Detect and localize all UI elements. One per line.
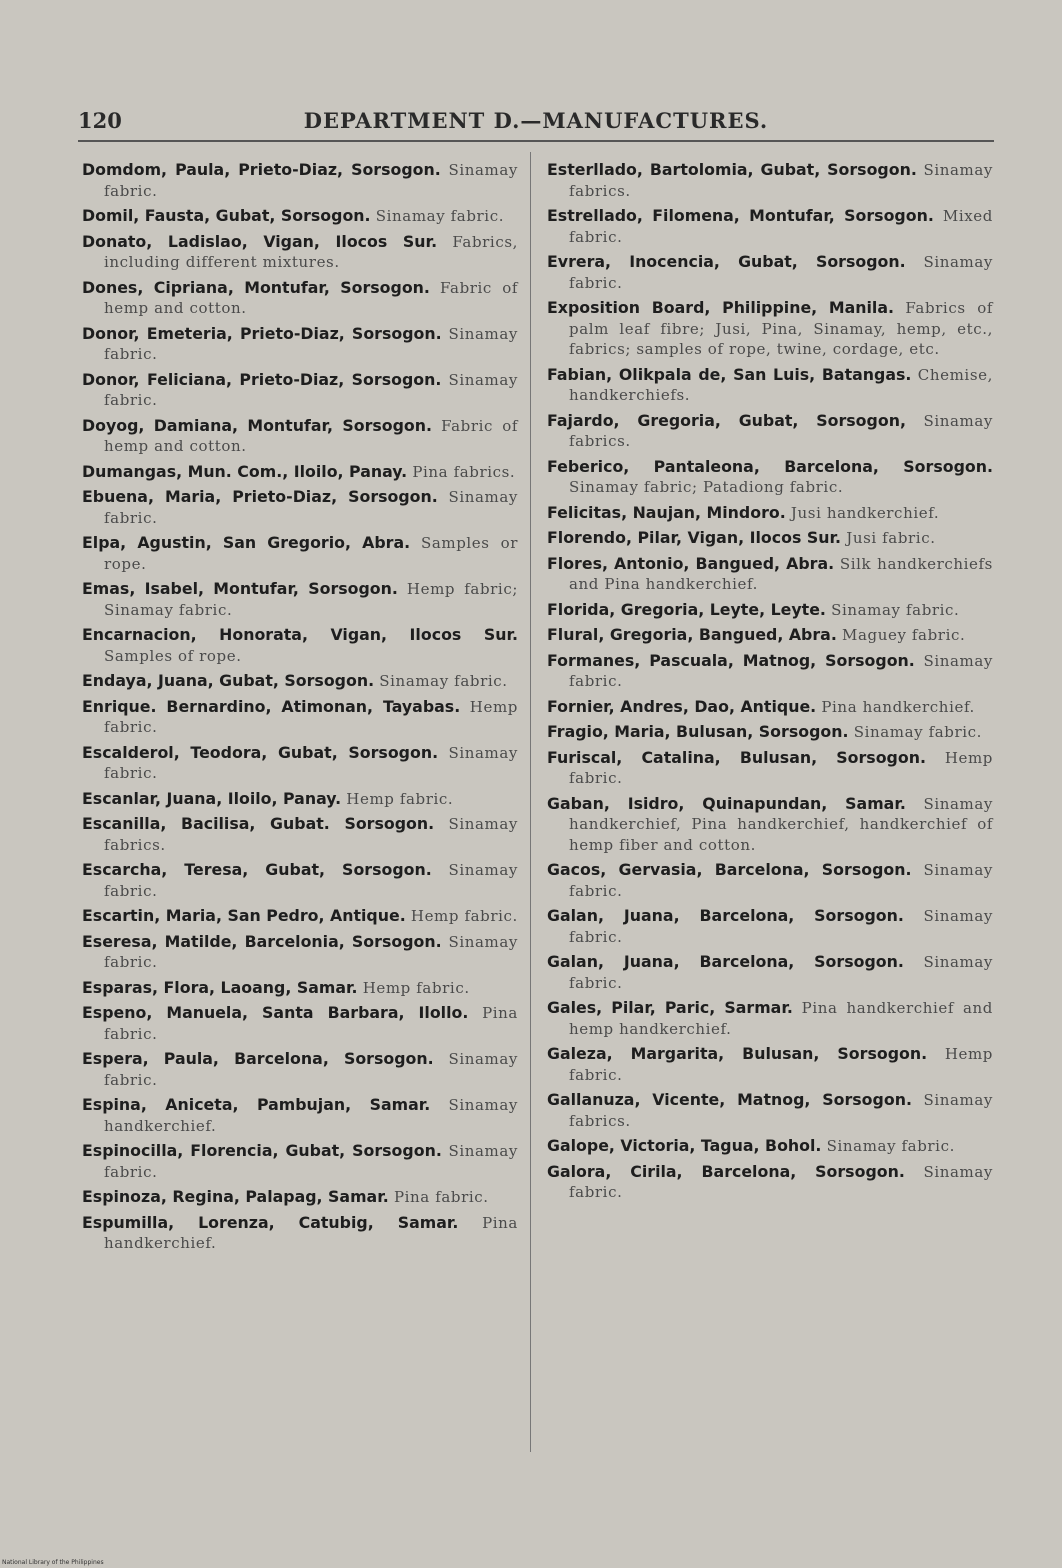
entry-name: Enrique. Bernardino, Atimonan, Tayabas. [82, 696, 461, 716]
list-entry [82, 160, 518, 201]
entry-description: Sinamay fabric. [104, 1142, 518, 1181]
entry-description: Pina handkerchief. [821, 697, 975, 716]
entry-description: Sinamay fabric. [569, 651, 993, 690]
entry-description: Sinamay fabric. [104, 370, 518, 409]
entry-description: Sinamay fabric. [569, 1162, 993, 1201]
list-entry [82, 932, 518, 973]
entry-description: Samples of rope. [104, 646, 242, 665]
entry-name: Eseresa, Matilde, Barcelonia, Sorsogon. [82, 931, 442, 951]
entry-name: Donor, Feliciana, Prieto-Diaz, Sorsogon. [82, 369, 442, 389]
entry-description: Pina fabric. [393, 1188, 489, 1206]
entry-description: Sinamay fabric. [104, 743, 518, 782]
entry-description: Jusi handkerchief. [790, 503, 940, 522]
list-entry [547, 1044, 993, 1085]
entry-name: Fornier, Andres, Dao, Antique. [547, 696, 817, 716]
entry-description: Sinamay fabric. [379, 672, 508, 690]
entry-description: Pina handkerchief. [104, 1213, 518, 1252]
entry-description: Sinamay fabrics. [569, 1091, 993, 1130]
list-entry [547, 206, 993, 247]
entry-name: Espinoza, Regina, Palapag, Samar. [82, 1187, 389, 1206]
list-entry [82, 324, 518, 365]
entry-description: Chemise, handkerchiefs. [569, 365, 993, 404]
entry-name: Galora, Cirila, Barcelona, Sorsogon. [547, 1161, 905, 1181]
list-entry [82, 1187, 518, 1208]
entry-description: Silk handkerchiefs and Pina handkerchief. [569, 554, 993, 593]
entry-description: Fabrics, including different mixtures. [104, 232, 518, 271]
entry-name: Donato, Ladislao, Vigan, Ilocos Sur. [82, 231, 438, 251]
entry-description: Samples or rope. [104, 534, 518, 573]
list-entry [547, 1136, 993, 1157]
entry-name: Feberico, Pantaleona, Barcelona, Sorsogon. [547, 456, 993, 476]
entry-name: Dumangas, Mun. Com., Iloilo, Panay. [82, 461, 408, 481]
entry-name: Esterllado, Bartolomia, Gubat, Sorsogon. [547, 160, 917, 179]
entry-name: Galan, Juana, Barcelona, Sorsogon. [547, 952, 904, 971]
entry-name: Evrera, Inocencia, Gubat, Sorsogon. [547, 252, 906, 271]
list-entry [547, 503, 993, 524]
entry-description: Hemp fabric; Sinamay fabric. [104, 580, 518, 619]
list-entry [547, 160, 993, 201]
list-entry [547, 722, 993, 743]
entry-description: Sinamay handkerchief, Pina handkerchief, handkerchief of hemp fiber and cotton. [569, 794, 993, 854]
entry-name: Espinocilla, Florencia, Gubat, Sorsogon. [82, 1141, 442, 1160]
entry-name: Domil, Fausta, Gubat, Sorsogon. [82, 206, 371, 225]
entry-description: Sinamay fabric. [569, 907, 993, 946]
entry-name: Domdom, Paula, Prieto-Diaz, Sorsogon. [82, 160, 441, 179]
entry-description: Sinamay fabric. [569, 253, 993, 292]
list-entry [82, 206, 518, 227]
entry-name: Elpa, Agustin, San Gregorio, Abra. [82, 533, 411, 552]
list-entry [547, 625, 993, 646]
list-entry [547, 1090, 993, 1131]
entry-name: Formanes, Pascuala, Matnog, Sorsogon. [547, 650, 915, 670]
entry-name: Espumilla, Lorenza, Catubig, Samar. [82, 1212, 459, 1232]
entry-description: Sinamay fabrics. [104, 815, 518, 854]
entry-name: Galope, Victoria, Tagua, Bohol. [547, 1136, 822, 1155]
page-number: 120 [78, 108, 122, 133]
list-entry [547, 906, 993, 947]
column-divider [530, 152, 531, 1452]
entry-description: Sinamay fabric. [104, 932, 518, 971]
entry-description: Sinamay handkerchief. [104, 1096, 518, 1135]
list-entry [547, 794, 993, 856]
entry-description: Sinamay fabric. [104, 861, 518, 900]
entry-name: Donor, Emeteria, Prieto-Diaz, Sorsogon. [82, 323, 442, 343]
list-entry [547, 697, 993, 718]
entry-name: Exposition Board, Philippine, Manila. [547, 298, 895, 317]
list-entry [82, 1213, 518, 1254]
entry-description: Sinamay fabric. [104, 1050, 518, 1089]
entry-name: Fragio, Maria, Bulusan, Sorsogon. [547, 722, 849, 741]
list-entry [82, 416, 518, 457]
entry-name: Endaya, Juana, Gubat, Sorsogon. [82, 671, 375, 690]
list-entry [82, 978, 518, 999]
entry-description: Sinamay fabrics. [569, 161, 993, 200]
entry-name: Gallanuza, Vicente, Matnog, Sorsogon. [547, 1090, 912, 1109]
entry-description: Fabric of hemp and cotton. [104, 416, 518, 455]
list-entry [82, 278, 518, 319]
list-entry [547, 748, 993, 789]
entry-description: Fabric of hemp and cotton. [104, 278, 518, 317]
right-column [547, 160, 993, 1208]
entry-description: Hemp fabric. [362, 978, 470, 997]
entry-name: Espeno, Manuela, Santa Barbara, Ilollo. [82, 1003, 469, 1022]
entry-name: Felicitas, Naujan, Mindoro. [547, 502, 786, 522]
entry-description: Sinamay fabric. [104, 161, 518, 200]
entry-description: Hemp fabric. [104, 697, 518, 736]
entry-description: Sinamay fabric. [104, 488, 518, 527]
entry-description: Sinamay fabric. [826, 1137, 955, 1155]
entry-description: Sinamay fabric. [831, 600, 960, 619]
entry-name: Escarcha, Teresa, Gubat, Sorsogon. [82, 860, 432, 879]
list-entry [82, 860, 518, 901]
list-entry [82, 232, 518, 273]
list-entry [82, 1003, 518, 1044]
list-entry [547, 651, 993, 692]
list-entry [547, 365, 993, 406]
entry-name: Encarnacion, Honorata, Vigan, Ilocos Sur. [82, 625, 518, 644]
entry-name: Ebuena, Maria, Prieto-Diaz, Sorsogon. [82, 487, 438, 506]
entry-name: Gaban, Isidro, Quinapundan, Samar. [547, 793, 906, 813]
entry-description: Pina handkerchief and hemp handkerchief. [569, 999, 993, 1038]
entry-name: Fabian, Olikpala de, San Luis, Batangas. [547, 364, 912, 384]
entry-description: Hemp fabric. [569, 748, 993, 787]
entry-name: Escanilla, Bacilisa, Gubat. Sorsogon. [82, 814, 435, 833]
list-entry [82, 533, 518, 574]
entry-name: Escalderol, Teodora, Gubat, Sorsogon. [82, 742, 439, 762]
list-entry [547, 1162, 993, 1203]
entry-description: Mixed fabric. [569, 207, 993, 246]
list-entry [82, 462, 518, 483]
entry-description: Hemp fabric. [410, 907, 518, 925]
page-header [78, 108, 994, 140]
list-entry [82, 743, 518, 784]
list-entry [82, 697, 518, 738]
footer-credit: National Library of the Philippines [2, 1559, 104, 1566]
header-rule [78, 140, 994, 142]
entry-name: Doyog, Damiana, Montufar, Sorsogon. [82, 415, 433, 435]
left-column [82, 160, 518, 1259]
entry-name: Espina, Aniceta, Pambujan, Samar. [82, 1095, 431, 1114]
entry-description: Hemp fabric. [569, 1045, 993, 1084]
list-entry [547, 952, 993, 993]
entry-name: Estrellado, Filomena, Montufar, Sorsogon. [547, 206, 934, 225]
entry-name: Esparas, Flora, Laoang, Samar. [82, 977, 358, 997]
list-entry [82, 1095, 518, 1136]
entry-name: Emas, Isabel, Montufar, Sorsogon. [82, 579, 398, 598]
entry-name: Galeza, Margarita, Bulusan, Sorsogon. [547, 1044, 928, 1063]
list-entry [547, 411, 993, 452]
entry-description: Jusi fabric. [846, 529, 936, 547]
list-entry [82, 789, 518, 810]
entry-name: Dones, Cipriana, Montufar, Sorsogon. [82, 277, 430, 297]
list-entry [547, 600, 993, 621]
list-entry [82, 487, 518, 528]
list-entry [82, 1141, 518, 1182]
entry-name: Espera, Paula, Barcelona, Sorsogon. [82, 1049, 434, 1068]
entry-name: Furiscal, Catalina, Bulusan, Sorsogon. [547, 747, 926, 767]
entry-description: Sinamay fabric. [104, 324, 518, 363]
entry-description: Sinamay fabrics. [569, 411, 993, 450]
list-entry [82, 906, 518, 927]
entry-description: Maguey fabric. [842, 626, 966, 644]
list-entry [547, 457, 993, 498]
entry-name: Florida, Gregoria, Leyte, Leyte. [547, 599, 826, 619]
list-entry [547, 528, 993, 549]
entry-description: Pina fabric. [104, 1004, 518, 1043]
entry-name: Gacos, Gervasia, Barcelona, Sorsogon. [547, 860, 912, 879]
entry-name: Flural, Gregoria, Bangued, Abra. [547, 625, 837, 644]
entry-description: Sinamay fabric. [375, 207, 505, 225]
list-entry [547, 252, 993, 293]
entry-name: Gales, Pilar, Paric, Sarmar. [547, 998, 793, 1017]
list-entry [547, 554, 993, 595]
entry-name: Escanlar, Juana, Iloilo, Panay. [82, 788, 342, 808]
list-entry [82, 671, 518, 692]
entry-description: Fabrics of palm leaf fibre; Jusi, Pina, Sinamay, hemp, etc., fabrics; samples of rope, twine, cordage, etc. [569, 299, 993, 358]
entry-name: Escartin, Maria, San Pedro, Antique. [82, 906, 406, 925]
list-entry [82, 625, 518, 666]
entry-description: Sinamay fabric. [569, 953, 993, 992]
running-title: DEPARTMENT D.—MANUFACTURES. [303, 108, 769, 133]
list-entry [82, 370, 518, 411]
entry-name: Fajardo, Gregoria, Gubat, Sorsogon, [547, 410, 906, 430]
entry-name: Flores, Antonio, Bangued, Abra. [547, 553, 835, 573]
list-entry [547, 998, 993, 1039]
entry-description: Hemp fabric. [346, 789, 454, 808]
entry-description: Sinamay fabric; Patadiong fabric. [569, 478, 844, 496]
entry-name: Galan, Juana, Barcelona, Sorsogon. [547, 906, 904, 925]
list-entry [547, 298, 993, 360]
entry-name: Florendo, Pilar, Vigan, Ilocos Sur. [547, 528, 842, 547]
list-entry [82, 814, 518, 855]
entry-description: Pina fabrics. [412, 462, 516, 481]
entry-description: Sinamay fabric. [853, 723, 983, 741]
list-entry [82, 579, 518, 620]
list-entry [547, 860, 993, 901]
entry-description: Sinamay fabric. [569, 861, 993, 900]
list-entry [82, 1049, 518, 1090]
